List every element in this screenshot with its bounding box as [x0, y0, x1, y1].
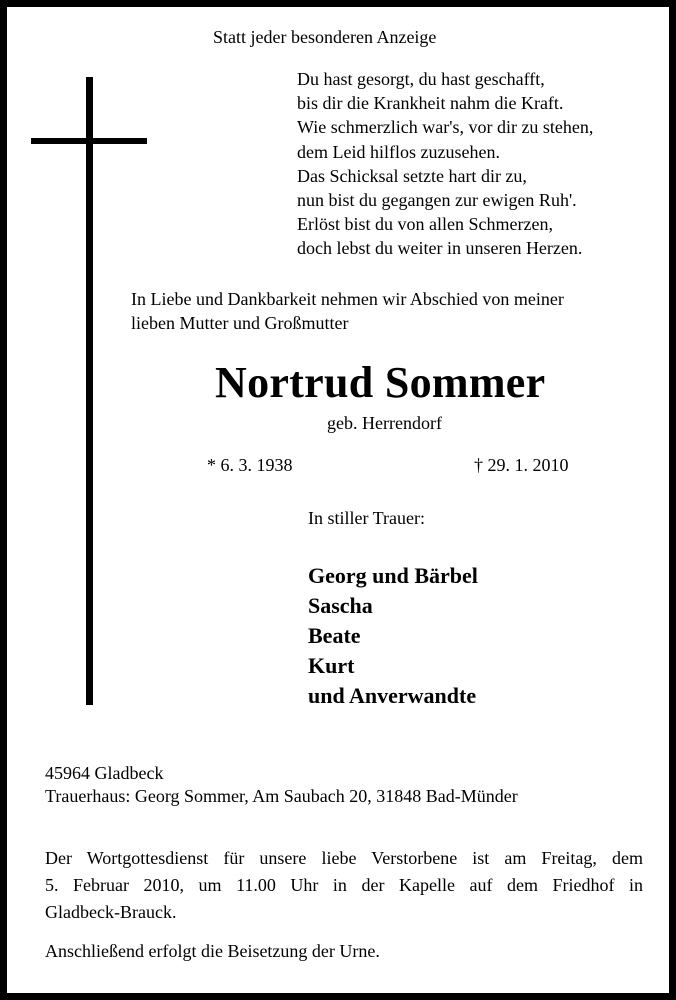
birth-date: * 6. 3. 1938: [207, 455, 293, 475]
mourner-name: Beate: [308, 623, 361, 648]
address-city: 45964 Gladbeck: [45, 763, 164, 783]
maiden-name: geb. Herrendorf: [327, 413, 442, 433]
cross-icon-vertical-bar: [86, 77, 93, 705]
service-line: Der Wortgottesdienst für unsere liebe Verstorbene ist am Freitag, dem: [45, 848, 643, 868]
house-of-mourning: Trauerhaus: Georg Sommer, Am Saubach 20, 31848 Bad-Münder: [45, 786, 518, 806]
mourner-name: Georg und Bärbel: [308, 563, 478, 588]
mourners-list: [308, 561, 478, 711]
service-info: [45, 845, 643, 926]
service-line: Gladbeck-Brauck.: [45, 902, 177, 922]
header-title: Statt jeder besonderen Anzeige: [213, 27, 437, 47]
mourning-heading: In stiller Trauer:: [308, 508, 425, 528]
deceased-name: Nortrud Sommer: [215, 358, 546, 407]
burial-info: Anschließend erfolgt die Beisetzung der Urne.: [45, 941, 380, 961]
service-line: 5. Februar 2010, um 11.00 Uhr in der Kapelle auf dem Friedhof in: [45, 875, 643, 895]
poem: [297, 67, 593, 261]
death-date: † 29. 1. 2010: [474, 455, 569, 475]
poem-line: dem Leid hilflos zuzusehen.: [297, 141, 500, 162]
poem-line: doch lebst du weiter in unseren Herzen.: [297, 238, 583, 259]
poem-line: nun bist du gegangen zur ewigen Ruh'.: [297, 190, 577, 211]
poem-line: bis dir die Krankheit nahm die Kraft.: [297, 93, 564, 114]
mourner-name: Sascha: [308, 593, 373, 618]
intro-line: lieben Mutter und Großmutter: [131, 313, 349, 333]
cross-icon-horizontal-bar: [31, 138, 147, 144]
poem-line: Erlöst bist du von allen Schmerzen,: [297, 214, 553, 235]
mourner-name: und Anverwandte: [308, 683, 477, 708]
address-block: [45, 762, 518, 808]
poem-line: Du hast gesorgt, du hast geschafft,: [297, 69, 545, 89]
mourner-name: Kurt: [308, 653, 355, 678]
farewell-intro: [131, 287, 564, 335]
poem-line: Das Schicksal setzte hart dir zu,: [297, 165, 527, 186]
poem-line: Wie schmerzlich war's, vor dir zu stehen,: [297, 117, 594, 138]
intro-line: In Liebe und Dankbarkeit nehmen wir Abschied von meiner: [131, 289, 564, 309]
